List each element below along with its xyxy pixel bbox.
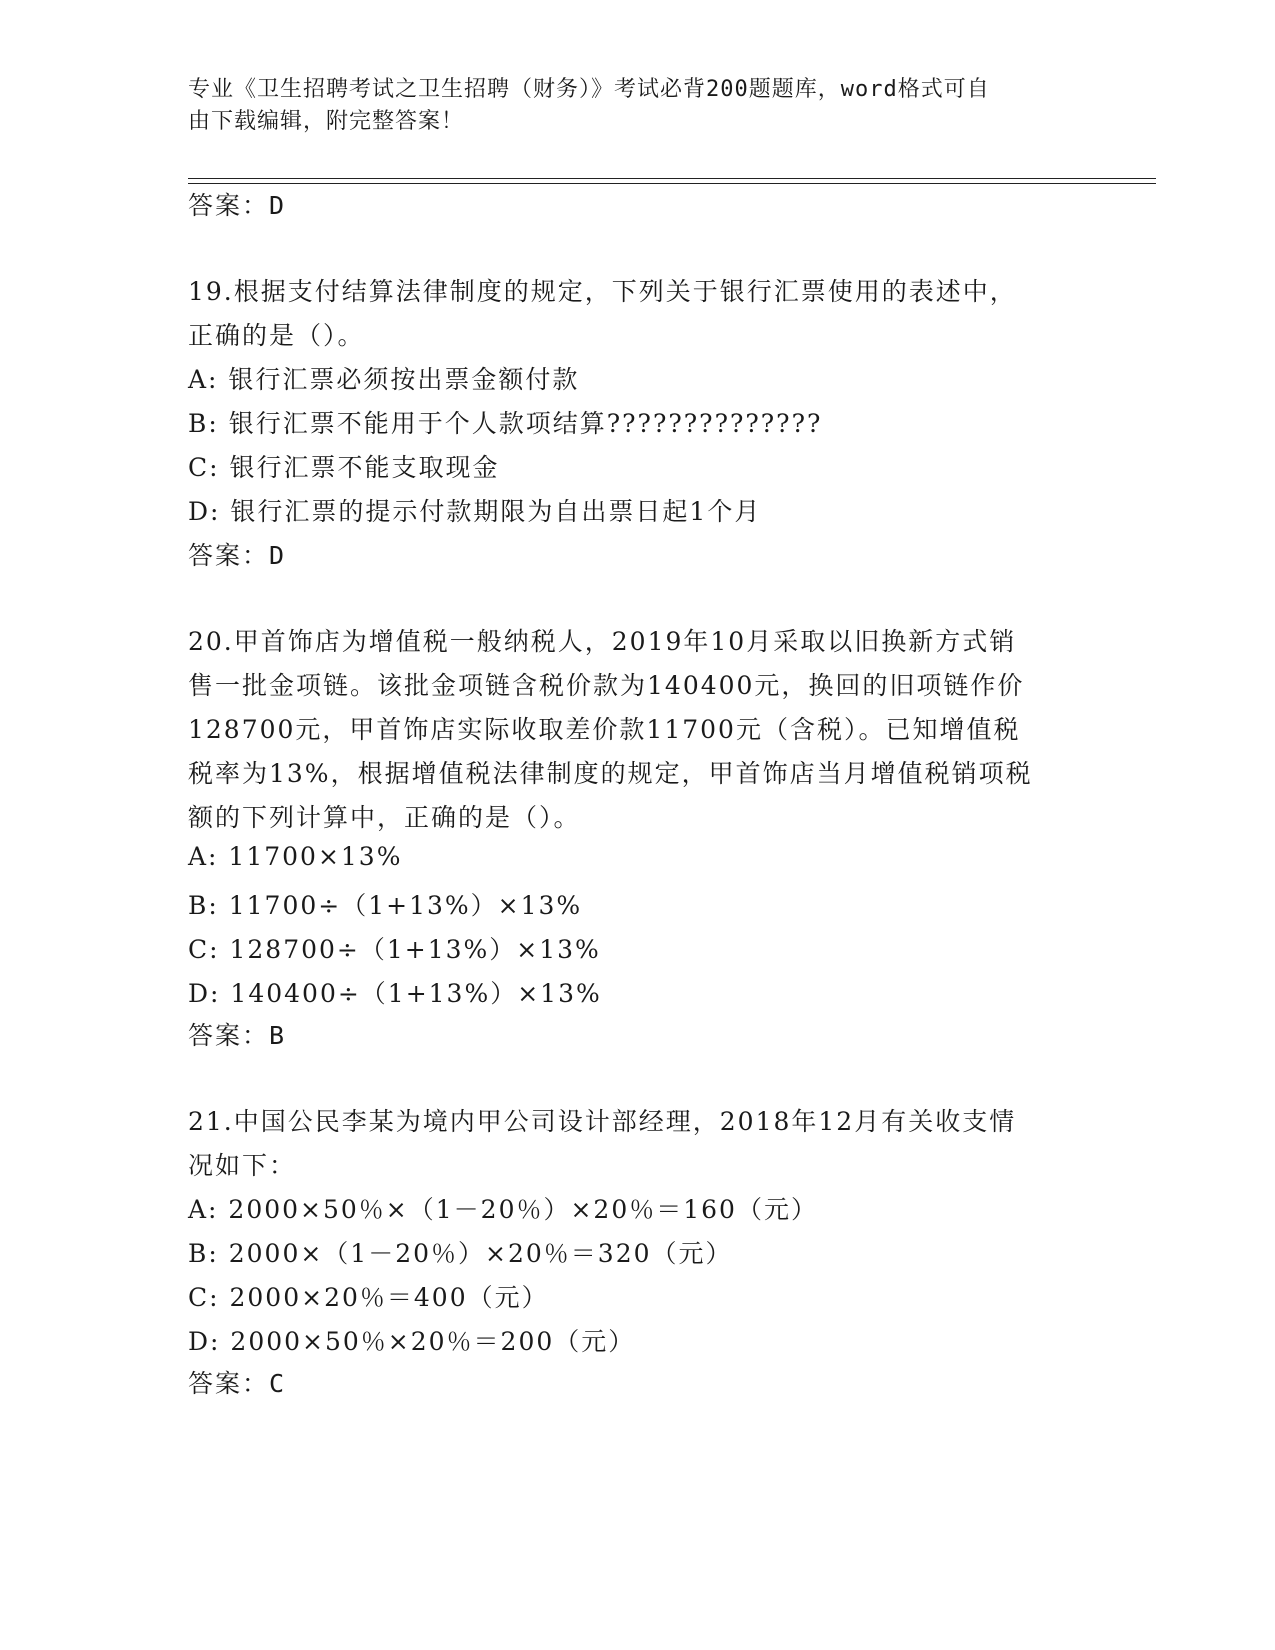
q19-stem-line-2: 正确的是（）。 [188, 321, 365, 350]
q20-stem-line-2: 售一批金项链。该批金项链含税价款为140400元，换回的旧项链作价 [188, 671, 1025, 700]
q20-stem-line-5: 额的下列计算中，正确的是（）。 [188, 803, 581, 832]
header-divider-bottom [188, 183, 1156, 184]
q20-answer: 答案：B [188, 1021, 287, 1050]
q21-option-b: B: 2000×（1－20％）×20％＝320（元） [188, 1239, 733, 1268]
q21-option-c: C: 2000×20％＝400（元） [188, 1283, 549, 1312]
q20-stem-line-3: 128700元，甲首饰店实际收取差价款11700元（含税）。已知增值税 [188, 715, 1021, 744]
q19-option-d: D: 银行汇票的提示付款期限为自出票日起1个月 [188, 497, 762, 526]
q20-stem-line-1: 20.甲首饰店为增值税一般纳税人，2019年10月采取以旧换新方式销 [188, 627, 1017, 656]
q21-stem-line-2: 况如下： [188, 1151, 297, 1180]
q19-option-c: C: 银行汇票不能支取现金 [188, 453, 500, 482]
q19-stem-line-1: 19.根据支付结算法律制度的规定，下列关于银行汇票使用的表述中， [188, 277, 1017, 306]
q19-option-b: B: 银行汇票不能用于个人款项结算?????????????? [188, 409, 823, 438]
header-divider-top [188, 178, 1156, 179]
q21-option-d: D: 2000×50％×20％＝200（元） [188, 1327, 636, 1356]
q19-answer: 答案：D [188, 541, 287, 570]
q21-answer: 答案：C [188, 1369, 287, 1398]
q20-option-c: C: 128700÷（1+13%）×13% [188, 935, 601, 964]
q20-option-a: A: 11700×13% [188, 842, 403, 871]
document-header [188, 74, 1068, 138]
q21-stem-line-1: 21.中国公民李某为境内甲公司设计部经理，2018年12月有关收支情 [188, 1107, 1017, 1136]
prev-answer: 答案：D [188, 191, 287, 220]
q20-option-b: B: 11700÷（1+13%）×13% [188, 891, 583, 920]
q19-option-a: A: 银行汇票必须按出票金额付款 [188, 365, 580, 394]
header-line-2: 由下载编辑，附完整答案！ [188, 109, 465, 134]
q20-option-d: D: 140400÷（1+13%）×13% [188, 979, 602, 1008]
q21-option-a: A: 2000×50％×（1－20％）×20％＝160（元） [188, 1195, 818, 1224]
header-line-1: 专业《卫生招聘考试之卫生招聘（财务）》考试必背200题题库，word格式可自 [188, 77, 990, 102]
q20-stem-line-4: 税率为13%，根据增值税法律制度的规定，甲首饰店当月增值税销项税 [188, 759, 1033, 788]
